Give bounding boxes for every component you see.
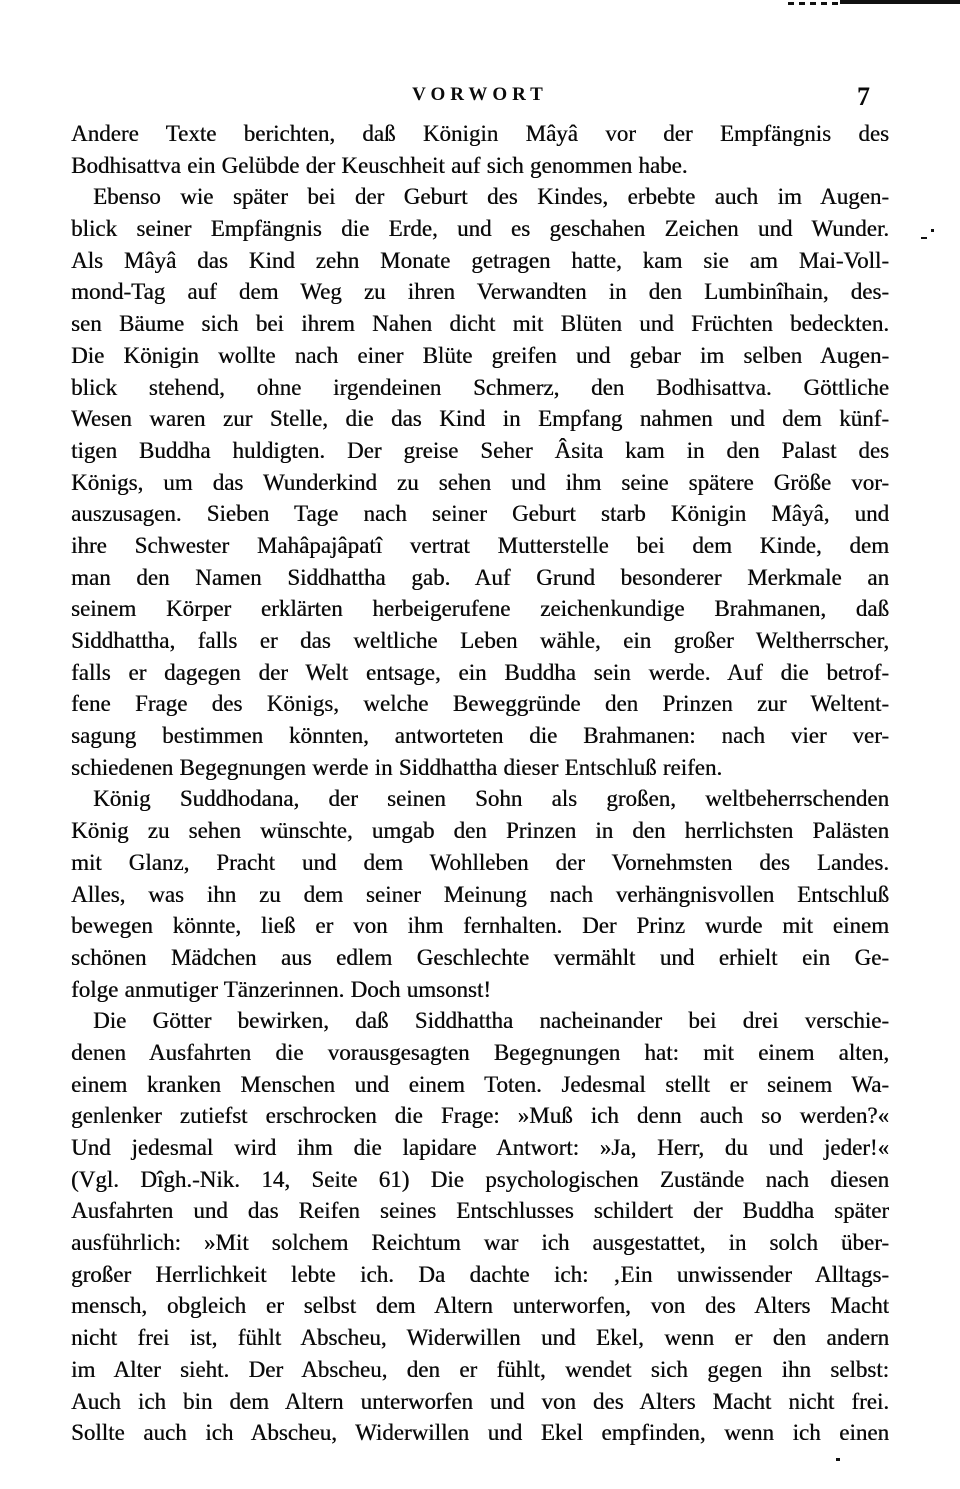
page-header: [0, 84, 960, 114]
text-line: (Vgl. Dîgh.-Nik. 14, Seite 61) Die psychologischen Zustände nach diesen: [71, 1166, 889, 1192]
text-line: seinem Körper erklärten herbeigerufene zeichenkundige Brahmanen, daß: [71, 596, 889, 622]
text-line: Ausfahrten und das Reifen seines Entschlusses schildert der Buddha später: [71, 1198, 889, 1224]
text-line: Ebenso wie später bei der Geburt des Kindes, erbebte auch im Augen-: [93, 184, 889, 210]
text-line: auszusagen. Sieben Tage nach seiner Geburt starb Königin Mâyâ, und: [71, 501, 889, 527]
text-line: Sollte auch ich Abscheu, Widerwillen und Ekel empfinden, wenn ich einen: [71, 1420, 889, 1446]
text-line: tigen Buddha huldigten. Der greise Seher Âsita kam in den Palast des: [71, 437, 889, 463]
text-line: großer Herrlichkeit lebte ich. Da dachte ich: ‚Ein unwissender Alltags-: [71, 1261, 889, 1287]
text-line: genlenker zutiefst erschrocken die Frage: »Muß ich denn auch so werden?«: [71, 1103, 889, 1129]
text-line: einem kranken Menschen und einem Toten. Jedesmal stellt er seinem Wa-: [71, 1071, 889, 1097]
text-line: denen Ausfahrten die vorausgesagten Begegnungen hat: mit einem alten,: [71, 1039, 889, 1065]
text-line: Und jedesmal wird ihm die lapidare Antwort: »Ja, Herr, du und jeder!«: [71, 1135, 889, 1160]
text-line: nicht frei ist, fühlt Abscheu, Widerwillen und Ekel, wenn er den andern: [71, 1325, 889, 1351]
text-line: man den Namen Siddhattha gab. Auf Grund besonderer Merkmale an: [71, 564, 889, 590]
text-block: [71, 118, 889, 1449]
text-line: Die Götter bewirken, daß Siddhattha nacheinander bei drei verschie-: [93, 1008, 889, 1034]
text-line: mit Glanz, Pracht und dem Wohlleben der Vornehmsten des Landes.: [71, 849, 889, 875]
scan-speck: [836, 1458, 840, 1461]
text-line: fene Frage des Königs, welche Beweggründe den Prinzen zur Weltent-: [71, 691, 889, 717]
text-line: Andere Texte berichten, daß Königin Mâyâ vor der Empfängnis des: [71, 121, 889, 146]
running-title: VORWORT: [412, 84, 548, 105]
text-line: Als Mâyâ das Kind zehn Monate getragen hatte, kam sie am Mai-Voll-: [71, 247, 889, 273]
page-number: 7: [857, 82, 870, 111]
text-line: Wesen waren zur Stelle, die das Kind in Empfang nahmen und dem künf-: [71, 406, 889, 432]
text-line: folge anmutiger Tänzerinnen. Doch umsonst!: [71, 976, 491, 1002]
text-line: König Suddhodana, der seinen Sohn als großen, weltbeherrschenden: [93, 786, 889, 812]
scan-artifact-dashes: [788, 2, 840, 5]
text-line: mensch, obgleich er selbst dem Altern unterworfen, von des Alters Macht: [71, 1293, 889, 1319]
text-line: Bodhisattva ein Gelübde der Keuschheit auf sich genommen habe.: [71, 152, 688, 178]
text-line: Die Königin wollte nach einer Blüte greifen und gebar im selben Augen-: [71, 342, 889, 368]
text-line: bewegen könnte, ließ er von ihm fernhalten. Der Prinz wurde mit einem: [71, 913, 889, 939]
text-line: im Alter sieht. Der Abscheu, den er fühlt, wendet sich gegen ihn selbst:: [71, 1356, 889, 1382]
text-line: Alles, was ihn zu dem seiner Meinung nach verhängnisvollen Entschluß: [71, 881, 889, 907]
text-line: blick stehend, ohne irgendeinen Schmerz, den Bodhisattva. Göttliche: [71, 374, 889, 400]
text-line: sagung bestimmen könnten, antworteten die Brahmanen: nach vier ver-: [71, 723, 889, 749]
text-line: ihre Schwester Mahâpajâpatî vertrat Mutterstelle bei dem Kinde, dem: [71, 532, 889, 558]
scan-speck: [921, 237, 927, 239]
text-line: mond-Tag auf dem Weg zu ihren Verwandten in den Lumbinîhain, des-: [71, 279, 889, 305]
text-line: schönen Mädchen aus edlem Geschlechte vermählt und erhielt ein Ge-: [71, 944, 889, 970]
text-line: König zu sehen wünschte, umgab den Prinzen in den herrlichsten Palästen: [71, 818, 889, 844]
scan-speck: [931, 229, 934, 232]
text-line: sen Bäume sich bei ihrem Nahen dicht mit Blüten und Früchten bedeckten.: [71, 311, 889, 337]
text-line: Königs, um das Wunderkind zu sehen und ihm seine spätere Größe vor-: [71, 469, 889, 495]
text-line: blick seiner Empfängnis die Erde, und es geschahen Zeichen und Wunder.: [71, 216, 889, 242]
text-line: Siddhattha, falls er das weltliche Leben wähle, ein großer Weltherrscher,: [71, 628, 889, 653]
text-line: ausführlich: »Mit solchem Reichtum war ich ausgestattet, in solch über-: [71, 1230, 889, 1256]
text-line: Auch ich bin dem Altern unterworfen und von des Alters Macht nicht frei.: [71, 1388, 889, 1414]
scan-artifact-rule: [840, 0, 960, 4]
text-line: falls er dagegen der Welt entsage, ein Buddha sein werde. Auf die betrof-: [71, 659, 889, 685]
text-line: schiedenen Begegnungen werde in Siddhattha dieser Entschluß reifen.: [71, 754, 723, 780]
